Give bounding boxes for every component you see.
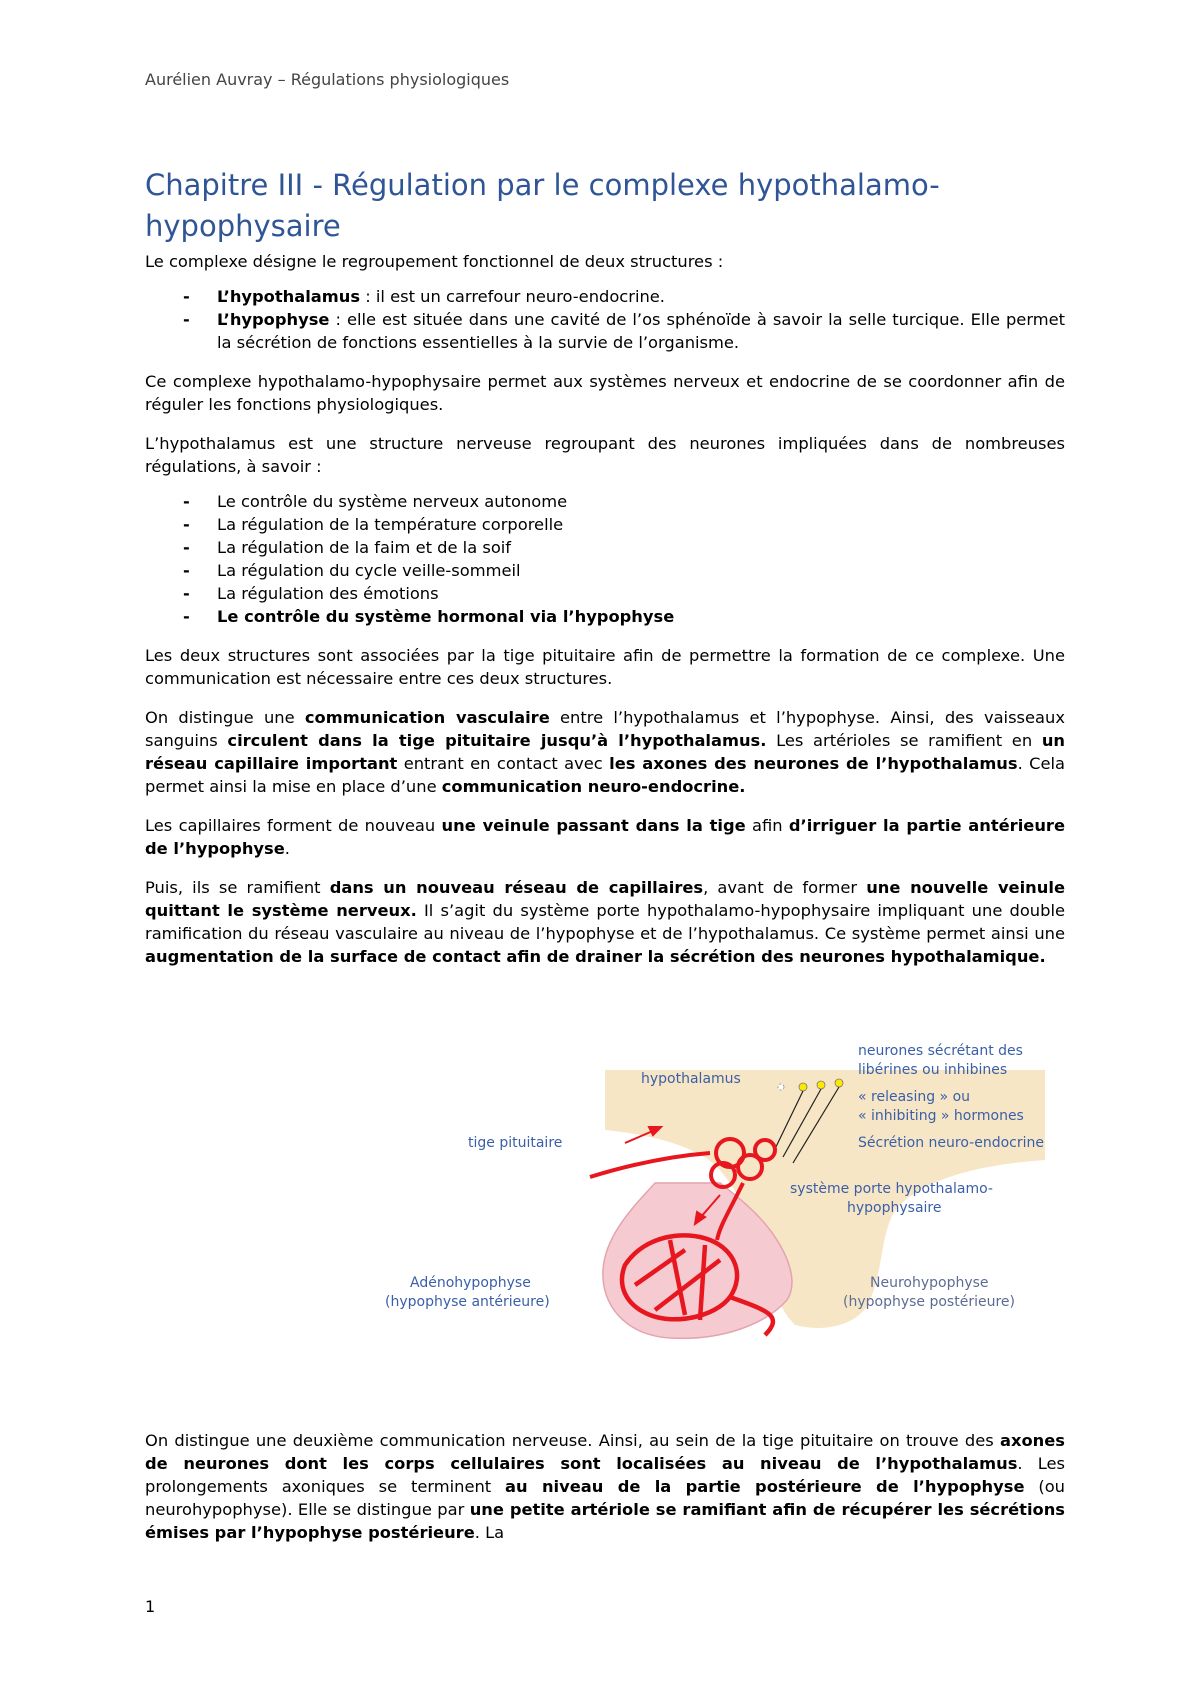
label-neuro-1: Neurohypophyse bbox=[870, 1275, 989, 1291]
intro-paragraph: Le complexe désigne le regroupement fonctionnel de deux structures : bbox=[145, 252, 724, 271]
structures-list bbox=[145, 285, 1065, 354]
list-item: - Le contrôle du système nerveux autonome bbox=[145, 490, 1065, 513]
label-releasing: « releasing » ou bbox=[858, 1089, 971, 1105]
list-item: - La régulation de la température corporelle bbox=[145, 513, 1065, 536]
list-item: - La régulation des émotions bbox=[145, 582, 1065, 605]
label-hypothalamus: hypothalamus bbox=[641, 1071, 741, 1087]
paragraph-coordination: Ce complexe hypothalamo-hypophysaire permet aux systèmes nerveux et endocrine de se coordonner afin de réguler les fonctions physiologiques. bbox=[145, 372, 1065, 414]
paragraph-hypothalamus: L’hypothalamus est une structure nerveuse regroupant des neurones impliquées dans de nombreuses régulations, à savoir : bbox=[145, 434, 1065, 476]
list-item: - L’hypothalamus : il est un carrefour neuro-endocrine. bbox=[145, 285, 1065, 308]
hypothalamo-hypophysis-figure bbox=[325, 1035, 1105, 1345]
document-body bbox=[145, 250, 1065, 984]
regulations-list bbox=[145, 490, 1065, 628]
list-item: - La régulation de la faim et de la soif bbox=[145, 536, 1065, 559]
label-inhibiting: « inhibiting » hormones bbox=[858, 1108, 1024, 1124]
document-body-continued bbox=[145, 1429, 1065, 1560]
list-item: - La régulation du cycle veille-sommeil bbox=[145, 559, 1065, 582]
paragraph-systeme-porte: Puis, ils se ramifient dans un nouveau réseau de capillaires, avant de former une nouvelle veinule quittant le système nerveux. Il s’agit du système porte hypothalamo-hypophysaire impliquant une double ramification du réseau vasculaire au niveau de l’hypophyse et de l’hypothalamus. Ce système permet ainsi une augmentation de la surface de contact afin de drainer la sécrétion des neurones hypothalamique. bbox=[145, 878, 1065, 966]
paragraph-tige: Les deux structures sont associées par la tige pituitaire afin de permettre la formation de ce complexe. Une communication est nécessaire entre ces deux structures. bbox=[145, 646, 1065, 688]
paragraph-capillaires: Les capillaires forment de nouveau une veinule passant dans la tige afin d’irriguer la partie antérieure de l’hypophyse. bbox=[145, 816, 1065, 858]
paragraph-nervous: On distingue une deuxième communication nerveuse. Ainsi, au sein de la tige pituitaire on trouve des axones de neurones dont les corps cellulaires sont localisées au niveau de l’hypothalamus. Les prolongements axoniques se terminent au niveau de la partie postérieure de l’hypophyse (ou neurohypophyse). Elle se distingue par une petite artériole se ramifiant afin de récupérer les sécrétions émises par l’hypophyse postérieure. La bbox=[145, 1431, 1065, 1542]
page-number: 1 bbox=[145, 1597, 156, 1616]
anatomy-diagram bbox=[325, 1035, 1105, 1345]
label-systeme-porte-2: hypophysaire bbox=[847, 1200, 942, 1216]
label-secretion: Sécrétion neuro-endocrine bbox=[858, 1135, 1044, 1151]
label-tige-pituitaire: tige pituitaire bbox=[468, 1135, 563, 1151]
label-neuro-2: (hypophyse postérieure) bbox=[843, 1294, 1015, 1310]
label-neurones-1: neurones sécrétant des bbox=[858, 1043, 1023, 1059]
list-item: - Le contrôle du système hormonal via l’hypophyse bbox=[145, 605, 1065, 628]
list-item: - L’hypophyse : elle est située dans une cavité de l’os sphénoïde à savoir la selle turcique. Elle permet la sécrétion de fonctions essentielles à la survie de l’organisme. bbox=[145, 308, 1065, 354]
label-systeme-porte-1: système porte hypothalamo- bbox=[790, 1181, 993, 1197]
label-adeno-1: Adénohypophyse bbox=[410, 1275, 531, 1291]
paragraph-vascular: On distingue une communication vasculaire entre l’hypothalamus et l’hypophyse. Ainsi, des vaisseaux sanguins circulent dans la tige pituitaire jusqu’à l’hypothalamus. Les artérioles se ramifient en un réseau capillaire important entrant en contact avec les axones des neurones de l’hypothalamus. Cela permet ainsi la mise en place d’une communication neuro-endocrine. bbox=[145, 708, 1066, 796]
running-header: Aurélien Auvray – Régulations physiologiques bbox=[145, 70, 510, 89]
label-neurones-2: libérines ou inhibines bbox=[858, 1062, 1008, 1078]
label-adeno-2: (hypophyse antérieure) bbox=[385, 1294, 550, 1310]
chapter-title: Chapitre III - Régulation par le complexe hypothalamo-hypophysaire bbox=[145, 168, 940, 243]
